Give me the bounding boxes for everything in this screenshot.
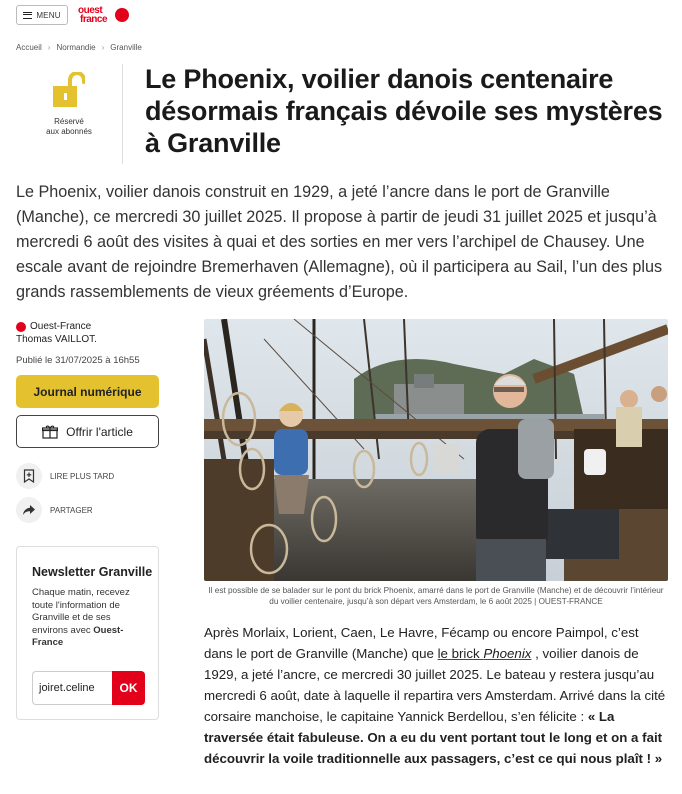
subscriber-badge bbox=[38, 68, 100, 148]
captain-quote: « La traversée était fabuleuse. On a eu du vent portant tout le long et on a fait découvrir la voile traditionnelle aux passagers, c’est ce qui nous plaît ! » bbox=[204, 709, 663, 766]
breadcrumb-item-home[interactable]: Accueil bbox=[16, 42, 42, 52]
top-bar bbox=[0, 0, 682, 36]
article-lead: Le Phoenix, voilier danois construit en 1929, a jeté l’ancre dans le port de Granville (Manche), ce mercredi 30 juillet 2025. Il propose à partir de jeudi 31 juillet 2025 et jusqu’à mercredi 6 août des visites à quai et des sorties en mer vers l’archipel de Chausey. Une escale avant de rejoindre Bremerhaven (Allemagne), où il participera au Sail, l’un des plus grands rassemblements de vieux gréements d’Europe. bbox=[16, 183, 663, 301]
article-meta bbox=[16, 320, 140, 367]
chevron-right-icon: › bbox=[101, 42, 105, 52]
source-name: Ouest-France bbox=[30, 321, 92, 332]
newsletter-ok-button[interactable]: OK bbox=[112, 671, 145, 705]
logo-mark-icon bbox=[115, 8, 129, 22]
badge-label-line2: aux abonnés bbox=[46, 127, 92, 136]
read-later-button[interactable] bbox=[16, 463, 114, 489]
bookmark-add-icon bbox=[23, 469, 35, 483]
offer-article-label: Offrir l'article bbox=[66, 424, 133, 439]
newsletter-title: Newsletter Granville bbox=[32, 565, 153, 579]
publish-date: Publié le 31/07/2025 à 16h55 bbox=[16, 355, 140, 366]
newsletter-box bbox=[16, 546, 159, 720]
newsletter-email-field[interactable]: joiret.celine bbox=[32, 671, 112, 705]
hamburger-icon bbox=[23, 12, 32, 19]
phoenix-link[interactable]: le brick Phoenix bbox=[437, 646, 532, 661]
chevron-right-icon: › bbox=[47, 42, 51, 52]
article-photo[interactable] bbox=[204, 319, 668, 581]
ouest-france-icon bbox=[16, 322, 26, 332]
badge-label-line1: Réservé bbox=[54, 117, 84, 126]
menu-button[interactable] bbox=[16, 5, 68, 25]
author-name[interactable]: Thomas VAILLOT. bbox=[16, 334, 97, 345]
share-label: PARTAGER bbox=[50, 505, 93, 515]
read-later-label: LIRE PLUS TARD bbox=[50, 471, 115, 481]
divider bbox=[122, 64, 123, 164]
article-title: Le Phoenix, voilier danois centenaire désormais français dévoile ses mystères à Granville bbox=[145, 64, 663, 158]
breadcrumb-item-granville[interactable]: Granville bbox=[110, 42, 142, 52]
journal-numerique-button[interactable]: Journal numérique bbox=[16, 375, 159, 408]
breadcrumb-item-normandie[interactable]: Normandie bbox=[56, 42, 96, 52]
article-body: Après Morlaix, Lorient, Caen, Le Havre, Fécamp ou encore Paimpol, c’est dans le port de Granville (Manche) que le brick Phoenix , voilier danois de 1929, a jeté l’ancre, ce mercredi 30 juillet 2025. Le bateau y restera jusqu’au mercredi 6 août, date à laquelle il repartira vers Amsterdam. Arrivé dans la cité corsaire manchoise, le capitaine Yannick Berdellou, s’en félicite : « La traversée était fabuleuse. On a eu du vent portant tout le long et on a fait découvrir la voile traditionnelle aux passagers, c’est ce qui nous plaît ! » bbox=[204, 625, 666, 766]
offer-article-button[interactable] bbox=[16, 415, 159, 448]
unlocked-padlock-icon bbox=[53, 72, 85, 108]
newsletter-description: Chaque matin, recevez toute l'information de Granville et de ses environs avec Ouest-France bbox=[32, 587, 130, 648]
share-arrow-icon bbox=[22, 504, 36, 516]
ship-deck-photo bbox=[204, 319, 668, 581]
share-button[interactable] bbox=[16, 497, 93, 523]
ouest-france-logo[interactable]: ouest france bbox=[78, 5, 130, 27]
photo-caption: Il est possible de se balader sur le pont du brick Phoenix, amarré dans le port de Granville (Manche) et de découvrir l’intérieur du voilier centenaire, jusqu’à son départ vers Amsterdam, le 6 août 2025 | OUEST-FRANCE bbox=[208, 586, 664, 606]
gift-icon bbox=[42, 425, 58, 439]
breadcrumb bbox=[16, 41, 142, 53]
menu-label: MENU bbox=[36, 10, 61, 20]
